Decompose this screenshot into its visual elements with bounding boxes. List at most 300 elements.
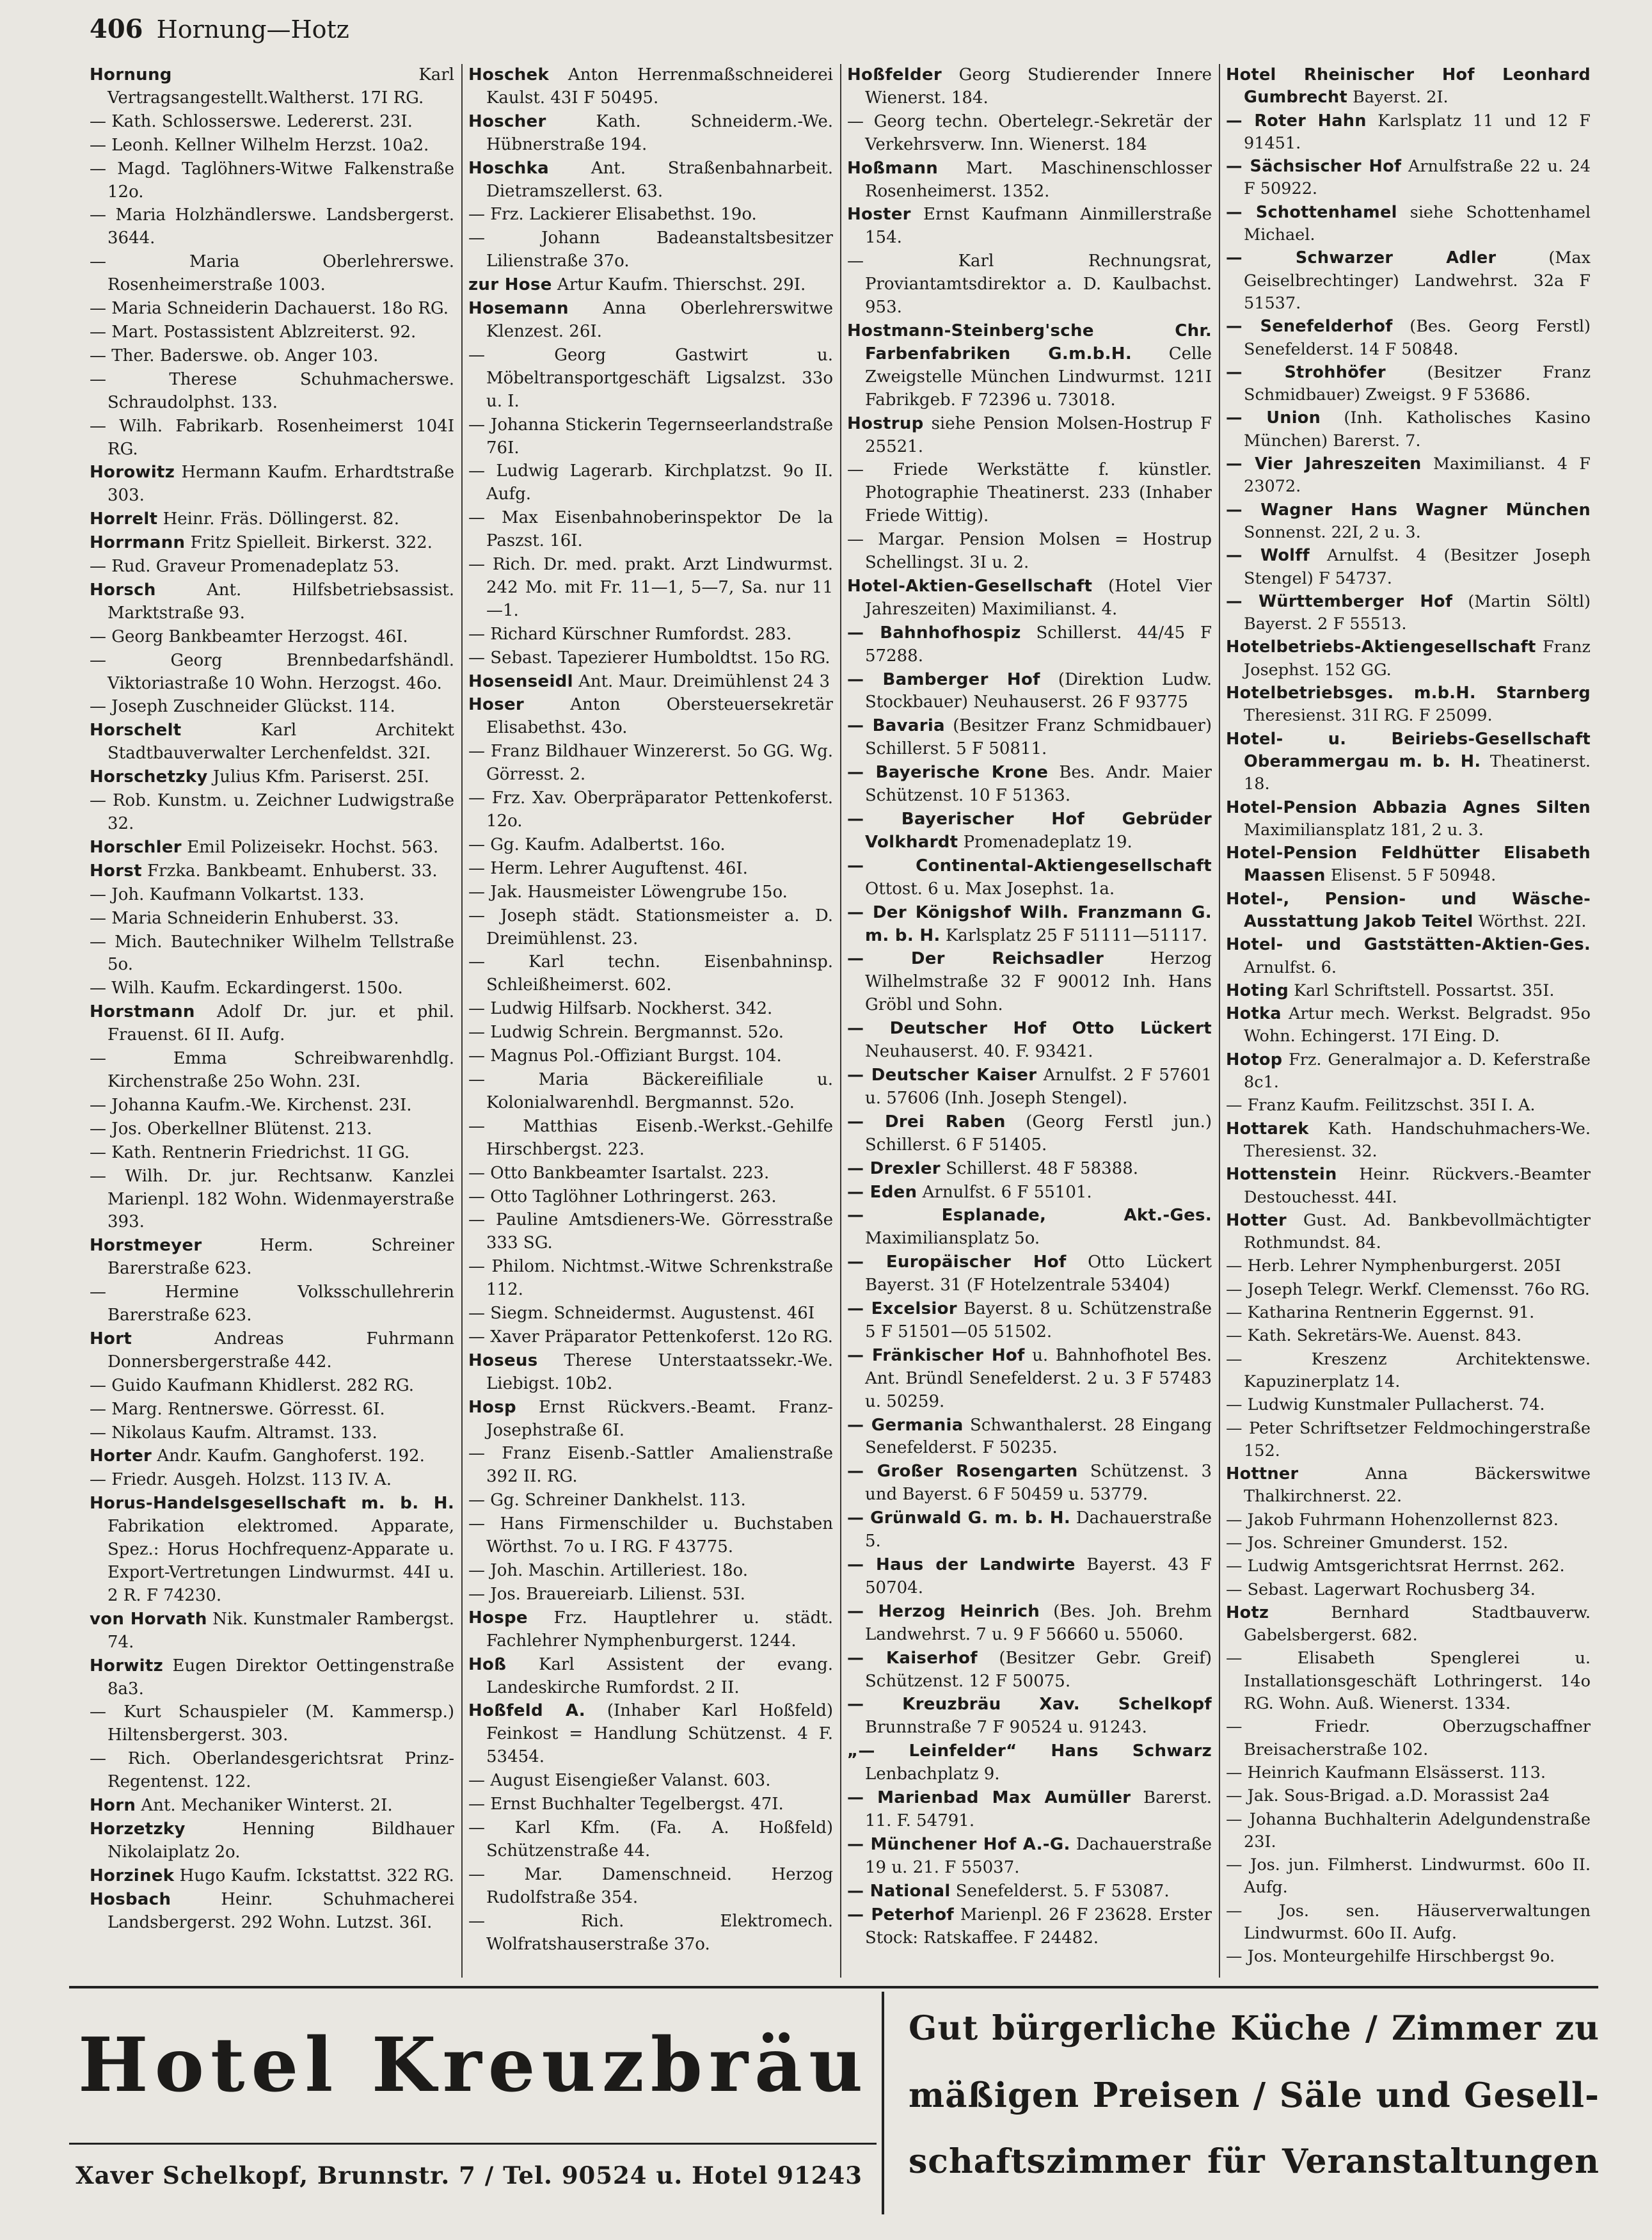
directory-entry xyxy=(468,671,833,694)
entry-details: — Mich. Bautechniker Wilhelm Tellstraße 5o. xyxy=(90,932,454,975)
directory-entry xyxy=(90,298,454,321)
directory-entry xyxy=(1226,1418,1591,1463)
entry-details: Schwanthalerst. 28 Eingang Senefelderst. F 50235. xyxy=(865,1415,1212,1458)
entry-details: — Jos. Schreiner Gmunderst. 152. xyxy=(1226,1533,1509,1553)
entry-details: Frz. Hauptlehrer u. städt. Fachlehrer Nymphenburgerst. 1244. xyxy=(486,1608,833,1651)
directory-entry xyxy=(90,1701,454,1747)
entry-details: — Franz Kaufm. Feilitzschst. 35I I. A. xyxy=(1226,1096,1536,1116)
directory-entry xyxy=(1226,1509,1591,1532)
directory-entry xyxy=(90,719,454,765)
directory-entry xyxy=(847,808,1212,854)
entry-details: — Rob. Kunstm. u. Zeichner Ludwigstraße 32. xyxy=(90,791,454,833)
directory-entry xyxy=(468,1583,833,1606)
entry-details: Herzog Wilhelmstraße 32 F 90012 Inh. Hans Gröbl und Sohn. xyxy=(865,949,1212,1015)
entry-details: — Rich. Oberlandesgerichtsrat Prinz-Regentenst. 122. xyxy=(90,1749,454,1792)
entry-details: — Joseph städt. Stationsmeister a. D. Dreimühlenst. 23. xyxy=(468,906,833,948)
directory-entry xyxy=(1226,1049,1591,1094)
directory-entry xyxy=(468,344,833,413)
entry-details: — Gg. Schreiner Dankhelst. 113. xyxy=(468,1491,746,1510)
directory-entry xyxy=(847,1834,1212,1880)
entry-name: Horus-Handelsgesellschaft m. b. H. xyxy=(90,1494,454,1514)
directory-entry xyxy=(90,650,454,696)
entry-details: Schützenst. 3 und Bayerst. 6 F 50459 u. 53779. xyxy=(865,1462,1212,1505)
directory-entry xyxy=(468,227,833,273)
advertisement-hotel-name: Hotel Kreuzbräu xyxy=(78,2022,870,2109)
directory-entry xyxy=(847,1740,1212,1786)
entry-details: (Georg Ferstl jun.) Schillerst. 6 F 51405. xyxy=(865,1112,1212,1155)
entry-details: — Frz. Xav. Oberpräparator Pettenkoferst. 12o. xyxy=(468,788,833,831)
directory-entry xyxy=(1226,1762,1591,1784)
entry-name: — Bavaria xyxy=(847,716,945,736)
entry-details: Adolf Dr. jur. et phil. Frauenst. 6I II. Aufg. xyxy=(107,1002,454,1045)
entry-details: — Wilh. Dr. jur. Rechtsanw. Kanzlei Marienpl. 182 Wohn. Widenmayerstraße 393. xyxy=(90,1166,454,1232)
directory-entry xyxy=(468,274,833,297)
entry-details: — Joseph Telegr. Werkf. Clemensst. 76o RG. xyxy=(1226,1279,1590,1299)
directory-entry xyxy=(847,622,1212,668)
entry-details: Maximilianst. 4 F 23072. xyxy=(1244,454,1591,497)
entry-details: Karlsplatz 11 und 12 F 91451. xyxy=(1244,111,1591,153)
entry-name: Hosp xyxy=(468,1397,516,1417)
entry-name: Hostmann-Steinberg'sche Chr. Farbenfabriken G.m.b.H. xyxy=(847,321,1212,364)
directory-entry xyxy=(1226,1094,1591,1117)
entry-details: Heinr. Schuhmacherei Landsbergerst. 292 Wohn. Lutzst. 36I. xyxy=(107,1889,454,1932)
entry-details: — Johanna Kaufm.-We. Kirchenst. 23I. xyxy=(90,1095,412,1115)
directory-entry xyxy=(1226,1854,1591,1900)
directory-entry xyxy=(847,1204,1212,1251)
entry-details: Franz Josephst. 152 GG. xyxy=(1244,637,1591,680)
entry-name: Hotel- und Gaststätten-Aktien-Ges. xyxy=(1226,935,1591,955)
directory-entry xyxy=(468,1560,833,1583)
directory-entry xyxy=(1226,1118,1591,1164)
entry-name: Hoßfeld A. xyxy=(468,1701,585,1721)
directory-entry xyxy=(1226,453,1591,499)
entry-details: — Maria Schneiderin Enhuberst. 33. xyxy=(90,908,399,928)
advertisement-slogan xyxy=(909,1996,1600,2226)
directory-entry xyxy=(468,1700,833,1769)
entry-name: Hort xyxy=(90,1329,132,1348)
advertisement-divider xyxy=(69,2143,877,2145)
entry-details: — Wilh. Fabrikarb. Rosenheimerst 104I RG. xyxy=(90,416,454,459)
entry-details: — Georg Bankbeamter Herzogst. 46I. xyxy=(90,627,408,646)
entry-details: — Hermine Volksschullehrerin Barerstraße 623. xyxy=(90,1283,454,1325)
entry-name: — Europäischer Hof xyxy=(847,1252,1067,1272)
entry-name: — Fränkischer Hof xyxy=(847,1345,1025,1365)
directory-entry xyxy=(847,1460,1212,1507)
entry-details: — Pauline Amtsdieners-We. Görresstraße 333 SG. xyxy=(468,1210,833,1253)
entry-name: Horn xyxy=(90,1796,136,1816)
directory-entry xyxy=(847,1064,1212,1110)
directory-entry xyxy=(1226,362,1591,407)
directory-entry xyxy=(468,951,833,997)
entry-details: Ant. Mechaniker Winterst. 2I. xyxy=(141,1796,393,1816)
entry-details: — Maria Holzhändlerswe. Landsbergerst. 3644. xyxy=(90,205,454,248)
entry-details: Elisenst. 5 F 50948. xyxy=(1330,866,1497,886)
entry-details: Andr. Kaufm. Ganghoferst. 192. xyxy=(157,1446,425,1466)
directory-entry xyxy=(847,459,1212,528)
entry-details: Georg Studierender Innere Wienerst. 184. xyxy=(865,65,1212,108)
entry-details: siehe Pension Molsen-Hostrup F 25521. xyxy=(865,413,1212,456)
entry-name: Hosemann xyxy=(468,299,569,319)
directory-entry xyxy=(847,762,1212,808)
entry-details: — Peter Schriftsetzer Feldmochingerstraße 152. xyxy=(1226,1418,1591,1460)
entry-details: (Direktion Ludw. Stockbauer) Neuhauserst. 26 F 93775 xyxy=(865,669,1212,712)
directory-entry xyxy=(90,508,454,531)
entry-details: — Sebast. Lagerwart Rochusberg 34. xyxy=(1226,1580,1536,1599)
directory-entry xyxy=(1226,1279,1591,1301)
entry-details: — Herm. Lehrer Auguftenst. 46I. xyxy=(468,858,748,878)
directory-entry xyxy=(468,881,833,904)
directory-entry xyxy=(90,1655,454,1701)
entry-details: Bernhard Stadtbauverw. Gabelsbergerst. 682. xyxy=(1244,1603,1591,1645)
entry-details: — Richard Kürschner Rumfordst. 283. xyxy=(468,624,792,644)
entry-details: (Bes. Joh. Brehm Landwehrst. 7 u. 9 F 56660 u. 55060. xyxy=(865,1601,1212,1644)
entry-details: — Kath. Rentnerin Friedrichst. 1I GG. xyxy=(90,1142,410,1162)
entry-details: Ant. Straßenbahnarbeit. Dietramszellerst. 63. xyxy=(486,158,833,201)
entry-name: Hotel-, Pension- und Wäsche-Ausstattung Jakob Teitel xyxy=(1226,889,1591,931)
entry-details: — Joh. Kaufmann Volkartst. 133. xyxy=(90,884,365,904)
entry-name: — Drexler xyxy=(847,1158,941,1178)
directory-entry xyxy=(90,1445,454,1468)
entry-name: Horsch xyxy=(90,580,156,600)
directory-entry xyxy=(90,1048,454,1094)
entry-name: — Haus der Landwirte xyxy=(847,1555,1076,1574)
entry-details: Theresienst. 31I RG. F 25099. xyxy=(1244,706,1493,726)
entry-name: — Kaiserhof xyxy=(847,1648,978,1668)
directory-entry xyxy=(1226,1164,1591,1209)
page-number: 406 xyxy=(90,14,143,44)
advertisement-slogan-line: schaftszimmer für Veranstaltungen xyxy=(909,2142,1600,2181)
directory-entry xyxy=(90,1328,454,1374)
directory-entry xyxy=(847,902,1212,948)
directory-entry xyxy=(90,1492,454,1608)
entry-details: — Maria Bäckereifiliale u. Kolonialwarenhdl. Bergmannst. 52o. xyxy=(468,1069,833,1112)
entry-details: — Ludwig Kunstmaler Pullacherst. 74. xyxy=(1226,1395,1545,1415)
directory-entry xyxy=(468,1326,833,1349)
directory-entry xyxy=(1226,64,1591,109)
entry-name: Horstmeyer xyxy=(90,1236,202,1256)
directory-entry xyxy=(1226,591,1591,636)
advertisement-slogan-line: Gut bürgerliche Küche / Zimmer zu xyxy=(909,2009,1600,2048)
entry-details: — Ludwig Hilfsarb. Nockherst. 342. xyxy=(468,999,773,1019)
entry-details: Heinr. Rückvers.-Beamter Destouchesst. 44I. xyxy=(1244,1165,1591,1207)
directory-entry xyxy=(1226,728,1591,796)
entry-name: Horstmann xyxy=(90,1002,195,1022)
entry-name: — Continental-Aktiengesellschaft xyxy=(847,856,1212,876)
entry-name: — Bamberger Hof xyxy=(847,669,1040,689)
entry-details: Celle Zweigstelle München Lindwurmst. 121I Fabrikgeb. F 72396 u. 73018. xyxy=(865,344,1212,410)
directory-entry xyxy=(847,64,1212,110)
entry-name: — Schwarzer Adler xyxy=(1226,248,1497,268)
entry-details: — Maria Schneiderin Dachauerst. 18o RG. xyxy=(90,299,449,319)
entry-details: Maximiliansplatz 181, 2 u. 3. xyxy=(1244,820,1484,840)
entry-name: Hoster xyxy=(847,205,911,225)
entry-details: Karl Architekt Stadtbauverwalter Lerchenfeldst. 32I. xyxy=(107,721,454,764)
entry-details: Dachauerstraße 19 u. 21. F 55037. xyxy=(865,1834,1212,1877)
entry-details: Fritz Spielleit. Birkerst. 322. xyxy=(190,533,433,553)
entry-details: Karl Assistent der evang. Landeskirche Rumfordst. 2 II. xyxy=(486,1654,833,1697)
entry-name: — Der Reichsadler xyxy=(847,949,1104,969)
entry-name: Hoser xyxy=(468,695,525,715)
entry-details: Neuhauserst. 40. F. 93421. xyxy=(865,1042,1093,1062)
entry-details: Theatinerst. 18. xyxy=(1244,751,1591,794)
directory-entry xyxy=(468,157,833,204)
entry-details: Ernst Kaufmann Ainmillerstraße 154. xyxy=(865,205,1212,248)
entry-details: — Jos. jun. Filmherst. Lindwurmst. 60o II. Aufg. xyxy=(1226,1855,1591,1898)
entry-details: Lenbachplatz 9. xyxy=(865,1764,1000,1784)
directory-entry xyxy=(1226,1809,1591,1854)
entry-details: — Marg. Rentnerswe. Görresst. 6I. xyxy=(90,1399,385,1419)
entry-name: — Münchener Hof A.-G. xyxy=(847,1834,1070,1854)
entry-name: Hottner xyxy=(1226,1464,1299,1484)
directory-entry xyxy=(1226,316,1591,361)
entry-details: — Jakob Fuhrmann Hohenzollernst 823. xyxy=(1226,1510,1559,1530)
entry-name: Hoting xyxy=(1226,980,1289,1000)
entry-details: Otto Lückert Bayerst. 31 (F Hotelzentrale 53404) xyxy=(865,1252,1212,1295)
directory-entry xyxy=(468,1513,833,1559)
directory-entry xyxy=(90,1001,454,1047)
directory-entry xyxy=(1226,545,1591,590)
entry-name: — Grünwald G. m. b. H. xyxy=(847,1508,1071,1528)
entry-name: Hotelbetriebs-Aktiengesellschaft xyxy=(1226,637,1536,657)
directory-entry xyxy=(1226,1602,1591,1647)
entry-details: — Jos. Oberkellner Blütenst. 213. xyxy=(90,1119,372,1139)
directory-entry xyxy=(90,1142,454,1165)
entry-name: Horzinek xyxy=(90,1866,175,1885)
entry-details: — Max Eisenbahnoberinspektor De la Paszst. 16I. xyxy=(468,508,833,551)
directory-entry xyxy=(1226,1394,1591,1416)
directory-entry xyxy=(847,1880,1212,1903)
entry-details: (Bes. Georg Ferstl) Senefelderst. 14 F 50848. xyxy=(1244,317,1591,359)
directory-entry xyxy=(847,413,1212,459)
directory-entry xyxy=(847,948,1212,1017)
entry-details: — Wilh. Kaufm. Eckardingerst. 150o. xyxy=(90,979,403,998)
directory-entry xyxy=(468,1607,833,1653)
entry-details: — Katharina Rentnerin Eggernst. 91. xyxy=(1226,1303,1535,1323)
entry-details: — Mar. Damenschneid. Herzog Rudolfstraße 354. xyxy=(468,1864,833,1907)
entry-name: Hotel-Pension Feldhütter Elisabeth Maassen xyxy=(1226,844,1591,886)
directory-entry xyxy=(847,1507,1212,1553)
entry-name: Hoß xyxy=(468,1654,507,1674)
entry-name: Hotop xyxy=(1226,1050,1283,1069)
directory-entry xyxy=(90,1281,454,1327)
entry-name: — Großer Rosengarten xyxy=(847,1462,1078,1482)
entry-name: Horrelt xyxy=(90,509,158,529)
entry-details: Gust. Ad. Bankbevollmächtigter Rothmundst. 84. xyxy=(1244,1210,1591,1253)
directory-entry xyxy=(847,575,1212,621)
advertisement-vertical-rule xyxy=(882,1992,884,2214)
directory-entry xyxy=(847,1251,1212,1297)
directory-entry xyxy=(90,1375,454,1398)
entry-details: — Nikolaus Kaufm. Altramst. 133. xyxy=(90,1423,377,1443)
entry-name: — Der Königshof Wilh. Franzmann G. m. b. H. xyxy=(847,902,1212,945)
directory-entry xyxy=(1226,499,1591,545)
entry-details: Wörthst. 22I. xyxy=(1478,911,1587,931)
directory-entry xyxy=(1226,202,1591,247)
directory-entry xyxy=(1226,797,1591,842)
entry-details: — Herb. Lehrer Nymphenburgerst. 205I xyxy=(1226,1256,1561,1276)
entry-details: — Sebast. Tapezierer Humboldtst. 15o RG. xyxy=(468,648,830,668)
entry-details: — Ludwig Amtsgerichtsrat Herrnst. 262. xyxy=(1226,1556,1565,1576)
entry-details: — Ludwig Lagerarb. Kirchplatzst. 9o II. Aufg. xyxy=(468,461,833,504)
directory-entry xyxy=(468,1793,833,1816)
directory-entry xyxy=(90,1608,454,1654)
directory-entry xyxy=(1226,980,1591,1002)
directory-entry xyxy=(90,251,454,297)
directory-entry xyxy=(1226,1463,1591,1508)
entry-details: (Hotel Vier Jahreszeiten) Maximilianst. 4. xyxy=(865,576,1212,619)
entry-name: — Germania xyxy=(847,1415,964,1435)
entry-details: — Kurt Schauspieler (M. Kammersp.) Hiltensbergerst. 303. xyxy=(90,1702,454,1745)
directory-entry xyxy=(90,790,454,836)
directory-entry xyxy=(90,158,454,204)
directory-entry xyxy=(468,1817,833,1863)
entry-details: — Georg Brennbedarfshändl. Viktoriastraße 10 Wohn. Herzogst. 46o. xyxy=(90,650,454,693)
entry-details: Dachauerstraße 5. xyxy=(865,1508,1212,1551)
entry-details: Arnulfstraße 22 u. 24 F 50922. xyxy=(1244,157,1591,199)
directory-entry xyxy=(1226,1325,1591,1347)
entry-name: Hoschka xyxy=(468,158,549,178)
directory-entry xyxy=(90,1094,454,1117)
page-header xyxy=(90,14,1593,52)
directory-entry xyxy=(90,836,454,860)
entry-name: Horst xyxy=(90,861,142,881)
entry-name: von Horvath xyxy=(90,1609,207,1629)
directory-entry xyxy=(1226,1555,1591,1578)
entry-details: Karl Schriftstell. Possartst. 35I. xyxy=(1294,980,1555,1000)
entry-details: Bayerst. 43 F 50704. xyxy=(865,1555,1212,1597)
directory-entry xyxy=(90,321,454,344)
directory-entry xyxy=(1226,1210,1591,1255)
entry-name: Hotel-Aktien-Gesellschaft xyxy=(847,576,1093,596)
entry-details: Arnulfst. 6. xyxy=(1244,957,1337,977)
entry-details: Sonnenst. 22I, 2 u. 3. xyxy=(1244,522,1421,542)
entry-details: — Philom. Nichtmst.-Witwe Schrenkstraße 112. xyxy=(468,1257,833,1300)
entry-name: — Senefelderhof xyxy=(1226,317,1393,337)
directory-entry xyxy=(468,1186,833,1209)
directory-entry xyxy=(1226,1946,1591,1968)
entry-details: Julius Kfm. Pariserst. 25I. xyxy=(212,767,429,787)
entry-name: Hoschek xyxy=(468,65,550,84)
directory-entry xyxy=(90,461,454,508)
entry-details: — Rich. Dr. med. prakt. Arzt Lindwurmst. 242 Mo. mit Fr. 11—1, 5—7, Sa. nur 11—1. xyxy=(468,555,833,620)
entry-details: — Gg. Kaufm. Adalbertst. 16o. xyxy=(468,835,726,854)
entry-name: — Peterhof xyxy=(847,1905,954,1924)
entry-details: — Maria Oberlehrerswe. Rosenheimerstraße 1003. xyxy=(90,252,454,295)
directory-entry xyxy=(90,1165,454,1235)
entry-details: Nik. Kunstmaler Rambergst. 74. xyxy=(107,1609,454,1652)
entry-details: — Jos. sen. Häuserverwaltungen Lindwurmst. 60o II. Aufg. xyxy=(1226,1901,1591,1944)
directory-entry xyxy=(468,1069,833,1115)
directory-entry xyxy=(847,1693,1212,1740)
directory-entry xyxy=(847,1647,1212,1693)
directory-entry xyxy=(468,1489,833,1512)
entry-details: Barerst. 11. F. 54791. xyxy=(865,1788,1212,1830)
directory-entry xyxy=(847,1158,1212,1181)
directory-entry xyxy=(90,556,454,579)
directory-entry xyxy=(468,858,833,881)
directory-entry xyxy=(1226,1302,1591,1324)
entry-details: Bes. Andr. Maier Schützenst. 10 F 51363. xyxy=(865,763,1212,806)
entry-details: — Guido Kaufmann Khidlerst. 282 RG. xyxy=(90,1375,415,1395)
entry-details: Artur mech. Werkst. Belgradst. 95o Wohn. Echingerst. 17I Eing. D. xyxy=(1244,1004,1591,1046)
entry-name: — Deutscher Hof Otto Lückert xyxy=(847,1019,1212,1039)
entry-details: Ernst Rückvers.-Beamt. Franz-Josephstraße 6I. xyxy=(486,1397,833,1440)
entry-details: Schillerst. 44/45 F 57288. xyxy=(865,623,1212,666)
entry-details: Anna Bäckerswitwe Thalkirchnerst. 22. xyxy=(1244,1464,1591,1507)
entry-details: Anton Obersteuersekretär Elisabethst. 43o. xyxy=(486,695,833,738)
directory-entry xyxy=(90,908,454,931)
entry-name: — Deutscher Kaiser xyxy=(847,1065,1037,1085)
column-1 xyxy=(90,64,454,1978)
directory-entry xyxy=(847,1181,1212,1204)
entry-details: — Therese Schuhmacherswe. Schraudolphst. 133. xyxy=(90,369,454,412)
entry-details: Therese Unterstaatssekr.-We. Liebigst. 10b2. xyxy=(486,1350,833,1393)
column-divider xyxy=(461,64,463,1978)
directory-entry xyxy=(847,320,1212,412)
directory-entry xyxy=(90,860,454,883)
advertisement-slogan-line: mäßigen Preisen / Säle und Gesell- xyxy=(909,2076,1600,2115)
entry-details: — August Eisengießer Valanst. 603. xyxy=(468,1771,771,1791)
entry-name: — Roter Hahn xyxy=(1226,111,1367,131)
entry-details: — Johanna Buchhalterin Adelgundenstraße 23I. xyxy=(1226,1809,1591,1852)
directory-entry xyxy=(847,1904,1212,1950)
entry-details: — Georg Gastwirt u. Möbeltransportgeschäft Ligsalzst. 33o u. I. xyxy=(468,345,833,411)
entry-details: Ottost. 6 u. Max Josephst. 1a. xyxy=(865,879,1115,899)
directory-entry xyxy=(90,1235,454,1281)
entry-name: Hosbach xyxy=(90,1889,171,1909)
entry-details: Mart. Maschinenschlosser Rosenheimerst. 1352. xyxy=(865,158,1212,201)
entry-details: (Inhaber Karl Hoßfeld) Feinkost = Handlung Schützenst. 4 F. 53454. xyxy=(486,1701,833,1767)
directory-entry xyxy=(1226,407,1591,452)
entry-details: Heinr. Fräs. Döllingerst. 82. xyxy=(163,509,399,529)
entry-name: Hornung xyxy=(90,65,172,84)
entry-name: Hoseus xyxy=(468,1350,538,1370)
entry-details: Hermann Kaufm. Erhardtstraße 303. xyxy=(107,463,454,506)
entry-details: — Ther. Baderswe. ob. Anger 103. xyxy=(90,346,379,365)
directory-entry xyxy=(90,1795,454,1818)
directory-entry xyxy=(90,415,454,461)
entry-name: Horschelt xyxy=(90,721,182,740)
entry-name: — Schottenhamel xyxy=(1226,202,1397,222)
directory-entry xyxy=(1226,156,1591,201)
directory-entry xyxy=(468,787,833,833)
entry-name: — Eden xyxy=(847,1182,917,1202)
entry-details: — Friede Werkstätte f. künstler. Photographie Theatinerst. 233 (Inhaber Friede Wittig). xyxy=(847,460,1212,526)
entry-details: — Jos. Monteurgehilfe Hirschbergst 9o. xyxy=(1226,1947,1555,1967)
entry-details: — Matthias Eisenb.-Werkst.-Gehilfe Hirschbergst. 223. xyxy=(468,1116,833,1159)
entry-name: — Marienbad Max Aumüller xyxy=(847,1788,1131,1808)
entry-name: Hostrup xyxy=(847,413,924,433)
directory-entry xyxy=(468,1396,833,1443)
entry-details: Eugen Direktor Oettingenstraße 8a3. xyxy=(107,1656,454,1699)
directory-entry xyxy=(90,1422,454,1445)
column-4 xyxy=(1226,64,1591,1978)
entry-name: — Herzog Heinrich xyxy=(847,1601,1040,1621)
entry-details: — Margar. Pension Molsen = Hostrup Schellingst. 3I u. 2. xyxy=(847,530,1212,573)
entry-details: — Ernst Buchhalter Tegelbergst. 47I. xyxy=(468,1795,784,1814)
entry-details: — Magd. Taglöhners-Witwe Falkenstraße 12o. xyxy=(90,159,454,202)
entry-details: — Xaver Präparator Pettenkoferst. 12o RG. xyxy=(468,1327,833,1347)
entry-name: zur Hose xyxy=(468,275,552,295)
directory-entry xyxy=(1226,636,1591,682)
directory-entry xyxy=(1226,1255,1591,1277)
directory-entry xyxy=(1226,934,1591,979)
advertisement-hotel-block xyxy=(69,1992,877,2222)
entry-name: Hoßmann xyxy=(847,158,939,178)
entry-details: (Martin Söltl) Bayerst. 2 F 55513. xyxy=(1244,591,1591,634)
entry-details: — Kath. Schlosserswe. Ledererst. 23I. xyxy=(90,111,413,131)
entry-details: Maximiliansplatz 5o. xyxy=(865,1229,1040,1249)
